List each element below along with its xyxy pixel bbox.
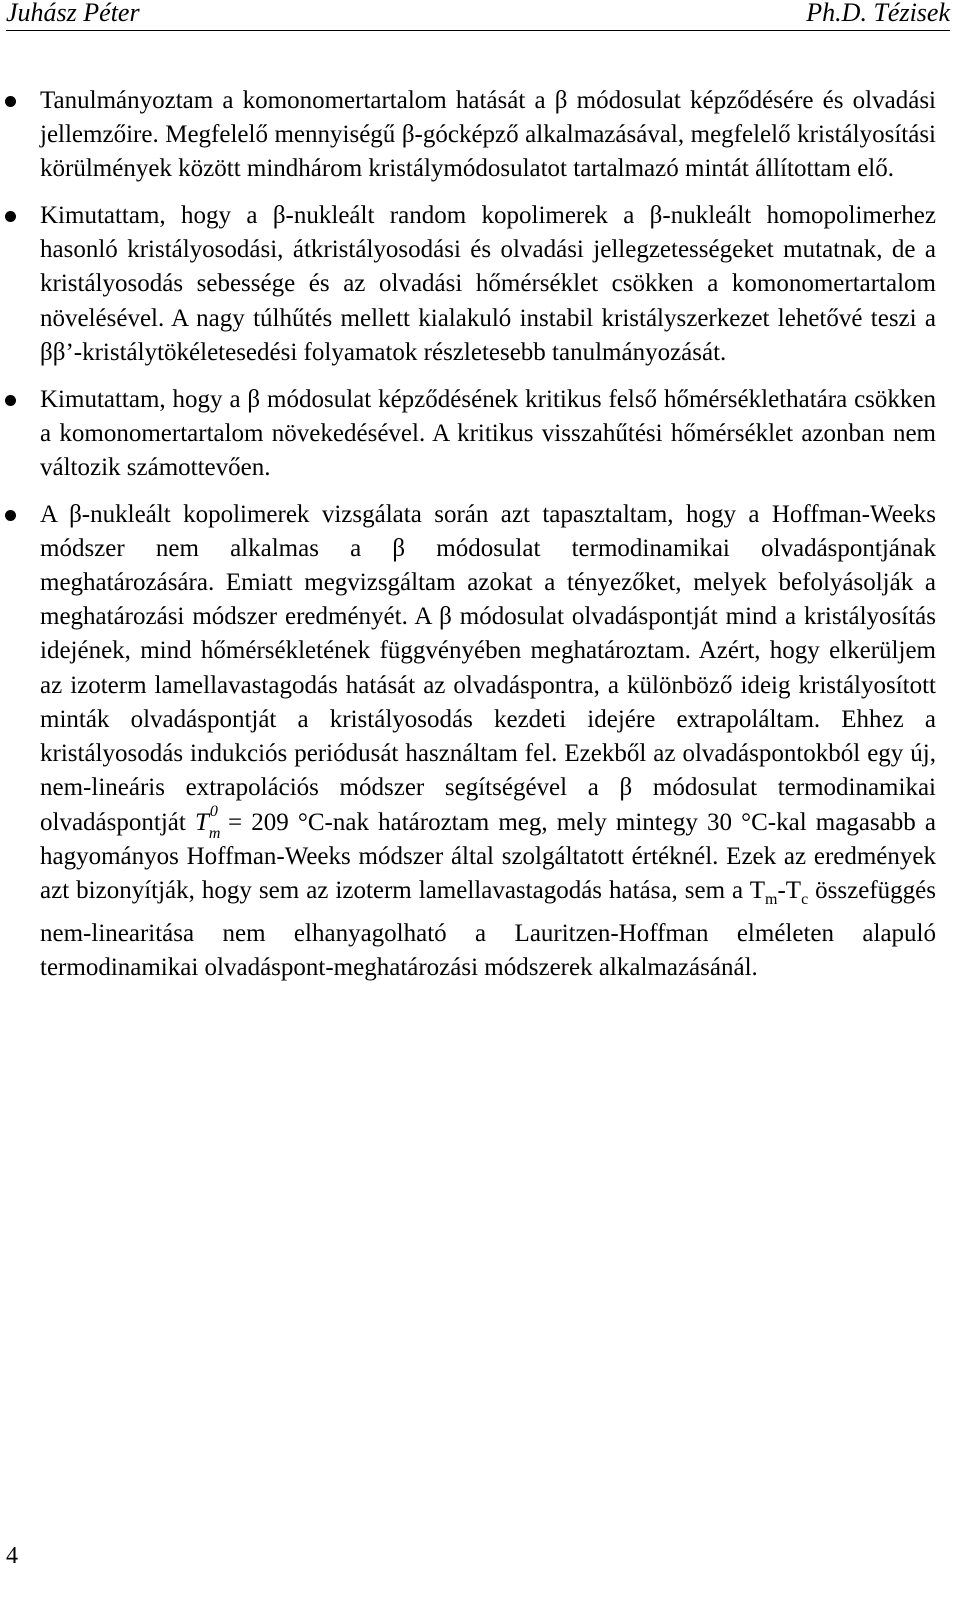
bullet-icon [5,96,16,107]
formula-symbol: T [194,808,209,836]
page-number: 4 [6,1543,18,1569]
list-item-text [40,498,936,985]
list-item-text: Kimutattam, hogy a β-nukleált random kopolimerek a β-nukleált homopolimerhez hasonló kristályosodási, átkristályosodási és olvadási jellegzetességeket mutatnak, de a kristályosodás sebessége és az olvadási hőmérséklet csökken a komonomertartalom növelésével. A nagy túlhűtés mellett kialakuló instabil kristályszerkezet lehetővé teszi a ββ’-kristálytökéletesedési folyamatok részletesebb tanulmányozását. [40,202,936,366]
dash: - [777,877,786,905]
bullet-icon [5,395,16,406]
list-item [0,383,960,485]
tc-subscript: c [801,891,809,909]
list-item [0,84,960,186]
formula-superscript: 0 [209,802,218,820]
formula-subscript: m [208,824,221,842]
list-item-text: Kimutattam, hogy a β módosulat képződésének kritikus felső hőmérséklethatára csökken a komonomertartalom növekedésével. A kritikus visszahűtési hőmérséklet azonban nem változik számottevően. [40,385,936,481]
list-item [0,199,960,369]
header-author: Juhász Péter [6,0,140,27]
header-doc-title: Ph.D. Tézisek [806,0,950,27]
text-segment: = 209 °C-nak határoztam meg, mely mintegy 30 °C-kal magasabb a hagyományos Hoffman-Weeks módszer által szolgáltatott értéknél. Ezek az eredmények azt bizonyítják, hogy sem az izoterm lamellavastagodás hatása, sem a [40,808,936,905]
page-header [6,0,950,31]
bullet-icon [5,510,16,521]
text-segment: A β-nukleált kopolimerek vizsgálata során azt tapasztaltam, hogy a Hoffman-Weeks módszer nem alkalmas a β módosulat termodinamikai olvadáspontjának meghatározására. Emiatt megvizsgáltam azokat a tényezőket, melyek befolyásolják a meghatározási módszer eredményét. A β módosulat olvadáspontját mind a kristályosítás idejének, mind hőmérsékletének függvényében meghatároztam. Azért, hogy elkerüljem az izoterm lamellavastagodás hatását az olvadáspontra, a különböző ideig kristályosított minták olvadáspontját a kristályosodás kezdeti idejére extrapoláltam. Ehhez a kristályosodás indukciós periódusát használtam fel. Ezekből az olvadáspontokból egy új, nem-lineáris extrapolációs módszer segítségével a β módosulat termodinamikai olvadáspontját [40,501,936,836]
text-segment: összefüggés nem-linearitása nem elhanyagolható a Lauritzen-Hoffman elméleten alapuló termodinamikai olvadáspont-meghatározási módszerek alkalmazásánál. [40,877,936,982]
melting-point-formula [194,802,221,842]
tm-symbol: T [749,877,765,905]
list-item [0,498,960,985]
bullet-icon [5,211,16,222]
tm-subscript: m [765,891,778,909]
list-item-text: Tanulmányoztam a komonomertartalom hatását a β módosulat képződésére és olvadási jellemzőire. Megfelelő mennyiségű β-gócképző alkalmazásával, megfelelő kristályosítási körülmények között mindhárom kristálymódosulatot tartalmazó mintát állítottam elő. [40,87,936,183]
tc-symbol: T [785,877,802,905]
thesis-points-list [0,84,960,998]
